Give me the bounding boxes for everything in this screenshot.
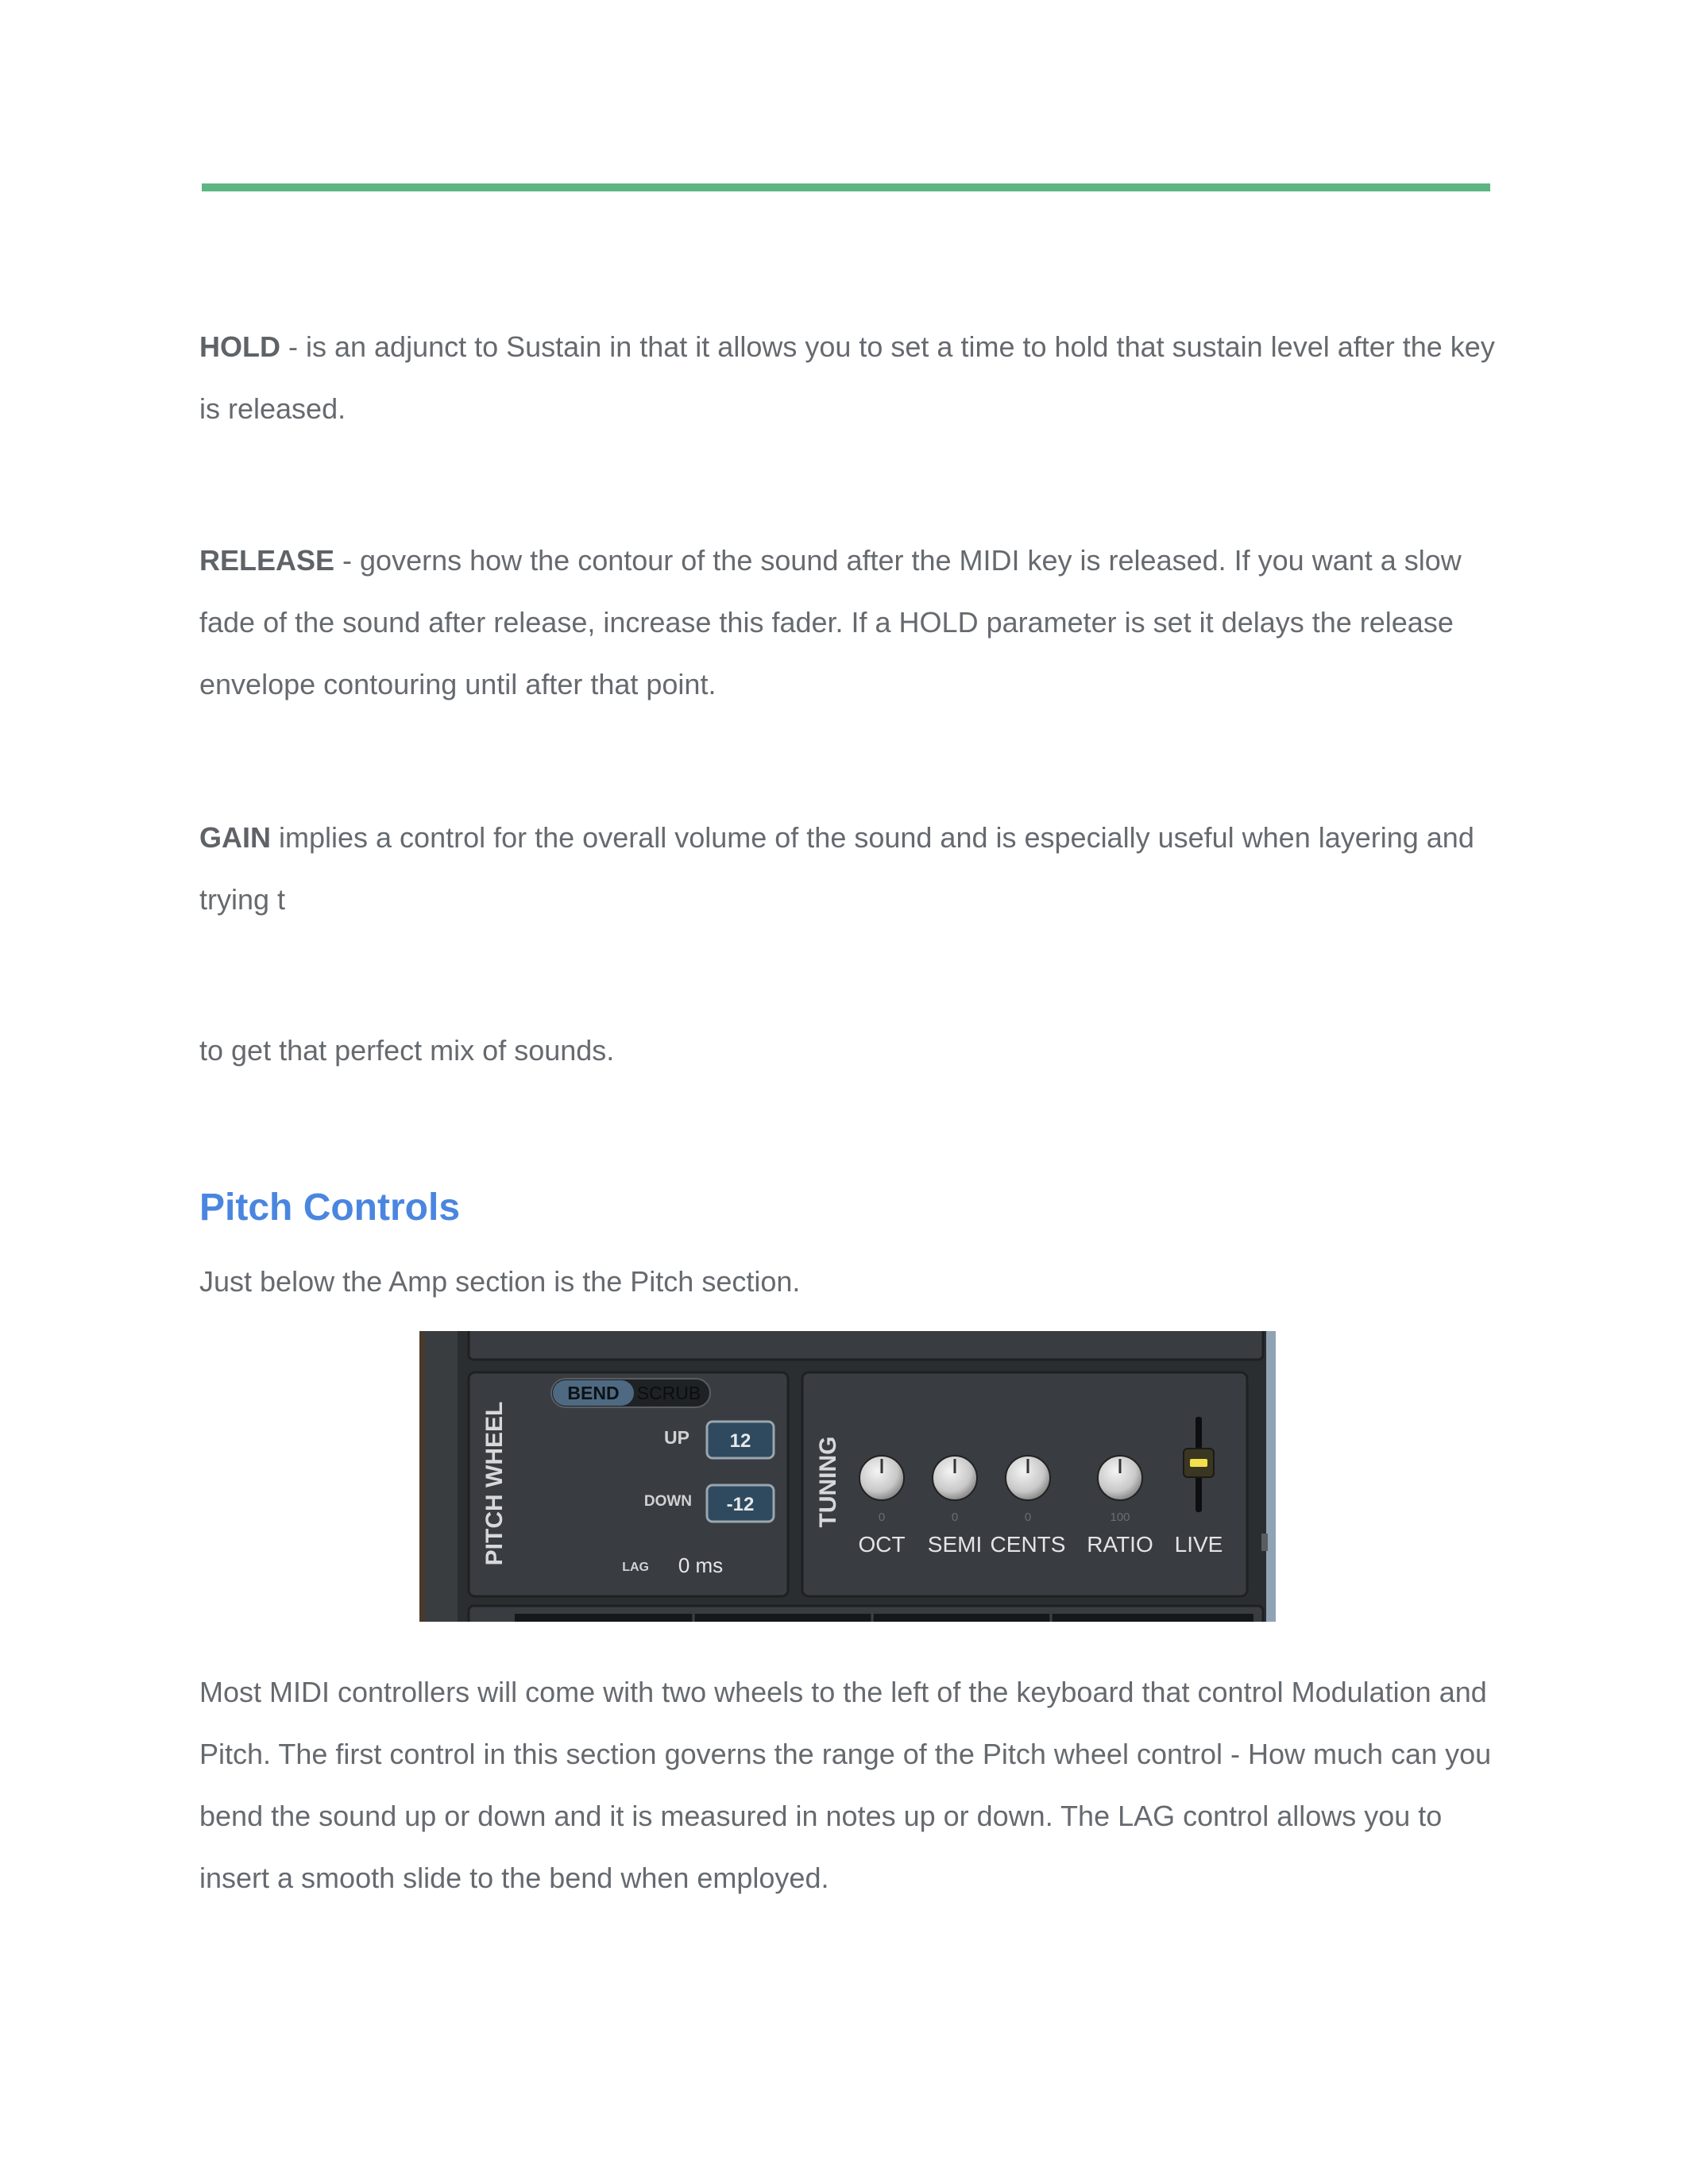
lag-label: LAG bbox=[622, 1561, 649, 1574]
release-paragraph bbox=[199, 530, 1502, 716]
tuning-title: TUNING bbox=[815, 1436, 841, 1528]
gain-paragraph bbox=[199, 807, 1502, 931]
hold-text: - is an adjunct to Sustain in that it allows you to set a time to hold that sustain level after the key is released. bbox=[199, 330, 1495, 425]
intro-paragraph: Just below the Amp section is the Pitch section. bbox=[199, 1265, 801, 1298]
live-label: LIVE bbox=[1174, 1532, 1223, 1557]
knob-label: RATIO bbox=[1087, 1532, 1153, 1557]
gain-text: implies a control for the overall volume of the sound and is especially useful when layering and trying t bbox=[199, 821, 1474, 916]
knob-value: 100 bbox=[1110, 1511, 1130, 1524]
up-value-box[interactable] bbox=[707, 1422, 774, 1458]
down-value-box[interactable] bbox=[707, 1485, 774, 1522]
body-paragraph: Most MIDI controllers will come with two wheels to the left of the keyboard that control Modulation and Pitch. The first control in this section governs the range of the Pitch wheel control - How much can you bend the sound up or down and it is measured in notes up or down. The LAG control allows you to insert a smooth slide to the bend when employed. bbox=[199, 1676, 1492, 1894]
release-text: - governs how the contour of the sound after the MIDI key is released. If you want a slow fade of the sound after release, increase this fader. If a HOLD parameter is set it delays the release envelope contouring until after that point. bbox=[199, 544, 1462, 700]
knob-value: 0 bbox=[951, 1511, 959, 1524]
bend-scrub-toggle[interactable] bbox=[551, 1379, 710, 1407]
down-value: -12 bbox=[726, 1494, 755, 1515]
knob-value: 0 bbox=[878, 1511, 886, 1524]
gain-term: GAIN bbox=[199, 821, 271, 854]
header-rule bbox=[202, 183, 1490, 191]
knob-value: 0 bbox=[1024, 1511, 1032, 1524]
scrub-option[interactable]: SCRUB bbox=[636, 1383, 701, 1403]
bend-option[interactable]: BEND bbox=[567, 1383, 620, 1403]
pitch-wheel-title: PITCH WHEEL bbox=[481, 1401, 508, 1566]
section-title: Pitch Controls bbox=[199, 1187, 461, 1229]
knob-label: OCT bbox=[858, 1532, 906, 1557]
up-label: UP bbox=[664, 1427, 689, 1448]
lag-value[interactable]: 0 ms bbox=[678, 1553, 724, 1577]
hold-paragraph bbox=[199, 316, 1502, 440]
release-term: RELEASE bbox=[199, 544, 335, 577]
pitch-section-screenshot bbox=[419, 1331, 1276, 1622]
pitch-wheel-panel bbox=[469, 1372, 788, 1596]
up-value: 12 bbox=[729, 1430, 751, 1452]
hold-term: HOLD bbox=[199, 330, 280, 363]
gain-paragraph-continued: to get that perfect mix of sounds. bbox=[199, 1034, 615, 1067]
down-label: DOWN bbox=[643, 1493, 692, 1510]
knob-label: CENTS bbox=[990, 1532, 1066, 1557]
knob-label: SEMI bbox=[927, 1532, 983, 1557]
